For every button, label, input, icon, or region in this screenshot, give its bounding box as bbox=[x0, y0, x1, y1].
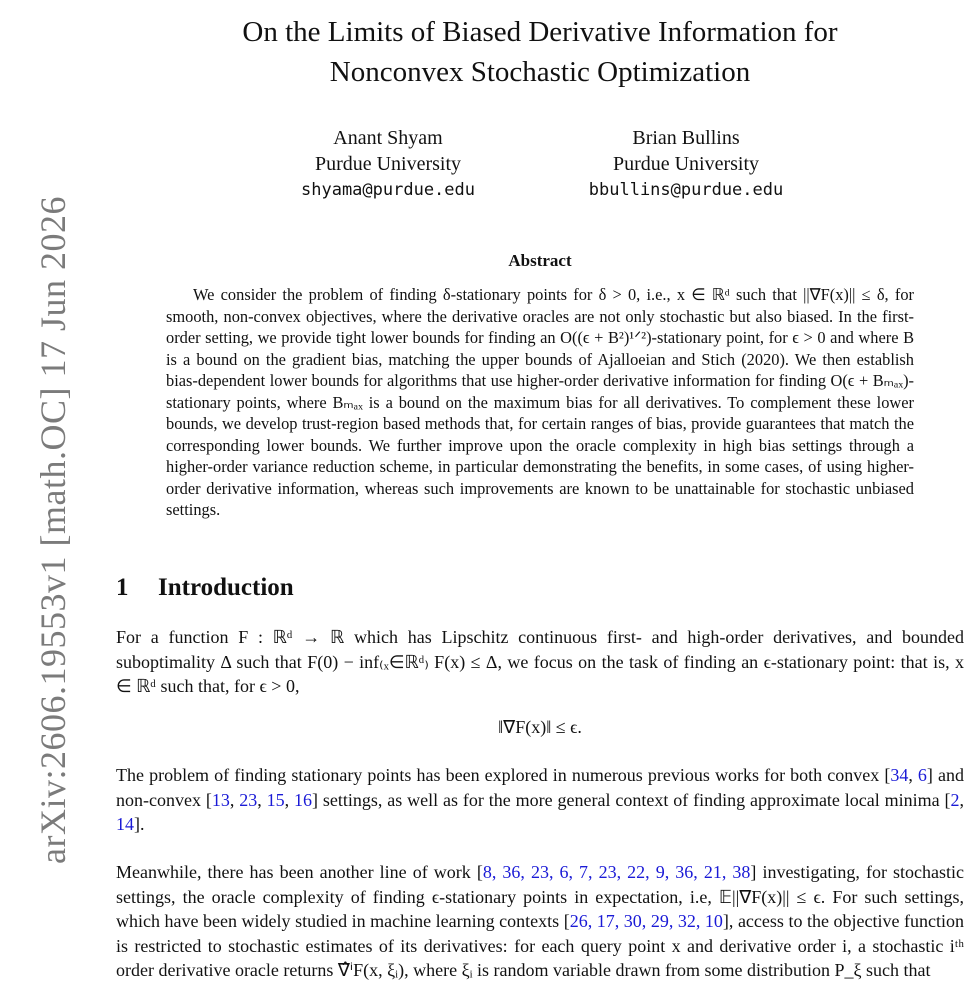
title-line-1: On the Limits of Biased Derivative Information for bbox=[242, 16, 838, 48]
abstract-text: We consider the problem of finding δ-stationary points for δ > 0, i.e., x ∈ ℝᵈ such that ||∇F(x)|| ≤ δ, for smooth, non-convex objectives, where the derivative oracles are not only stochastic but also biased. In the first-order setting, we provide tight lower bounds for finding an O((ϵ + B²)¹ᐟ²)-stationary point, for ϵ > 0 and where B is a bound on the gradient bias, matching the upper bounds of Ajalloeian and Stich (2020). We then establish bias-dependent lower bounds for algorithms that use higher-order derivative information for finding O(ϵ + Bₘₐₓ)-stationary points, where Bₘₐₓ is a bound on the maximum bias for all derivatives. To complement these lower bounds, we develop trust-region based methods that, for certain ranges of bias, provide guarantees that match the corresponding lower bounds. We further improve upon the oracle complexity in high bias settings through a higher-order variance reduction scheme, in particular demonstrating the benefits, in some cases, of using higher-order derivative information, whereas such improvements are known to be unattainable for stochastic unbiased settings. bbox=[166, 285, 914, 519]
title-line-2: Nonconvex Stochastic Optimization bbox=[329, 56, 751, 88]
citation-link[interactable]: 16 bbox=[294, 789, 313, 810]
author-email: bbullins@purdue.edu bbox=[588, 180, 784, 200]
paragraph-text: The problem of finding stationary points has been explored in numerous previous works for both convex [ bbox=[116, 765, 891, 785]
paragraph-text: , bbox=[908, 765, 918, 785]
paragraph-text: , bbox=[257, 789, 267, 810]
intro-paragraph-3 bbox=[116, 860, 964, 983]
section-heading bbox=[116, 574, 294, 602]
author-affiliation: Purdue University bbox=[314, 153, 462, 175]
citation-link[interactable]: 23 bbox=[239, 789, 258, 810]
author-name: Anant Shyam bbox=[333, 127, 443, 149]
author-block-2 bbox=[566, 125, 806, 203]
intro-paragraph-1: For a function F : ℝᵈ → ℝ which has Lipschitz continuous first- and high-order derivatives, and bounded suboptimality Δ such that F(0) − inf₍ₓ∈ℝᵈ₎ F(x) ≤ Δ, we focus on the task of finding an ϵ-stationary point: that is, x ∈ ℝᵈ such that, for ϵ > 0, bbox=[116, 627, 964, 696]
section-number: 1 bbox=[116, 574, 129, 601]
intro-paragraph-2 bbox=[116, 763, 964, 837]
paragraph-text: ]. bbox=[134, 814, 145, 834]
paragraph-text: ], access to the objective function is restricted to stochastic estimates of its derivatives: for each query point x and derivative order i, a stochastic iᵗʰ order derivative oracle returns ∇̂ⁱF(x, ξᵢ), where ξᵢ is random variable drawn from some distribution P_ξ such that bbox=[116, 911, 965, 980]
section-title: Introduction bbox=[158, 574, 294, 601]
paragraph-text: , bbox=[284, 789, 295, 810]
paragraph-text: ] investigating, for stochastic settings, the oracle complexity of finding ϵ-stationary points in expectation, i.e, 𝔼||∇F(x)|| ≤ ϵ. For such settings, which have been widely studied in machine learning contexts [ bbox=[116, 862, 965, 931]
paragraph-text: ] and non-convex [ bbox=[116, 765, 964, 810]
author-email: shyama@purdue.edu bbox=[301, 180, 475, 200]
citation-link[interactable]: 15 bbox=[266, 789, 285, 810]
author-affiliation: Purdue University bbox=[612, 153, 760, 175]
paragraph-text: , bbox=[959, 789, 965, 810]
paragraph-text: ] settings, as well as for the more general context of finding approximate local minima [ bbox=[312, 789, 951, 810]
paragraph-text: Meanwhile, there has been another line of work [ bbox=[116, 862, 483, 882]
citation-link[interactable]: 13 bbox=[211, 789, 230, 810]
citation-link[interactable]: 14 bbox=[116, 814, 134, 834]
citation-link-group[interactable]: 8, 36, 23, 6, 7, 23, 22, 9, 36, 21, 38 bbox=[482, 862, 751, 882]
author-block-1 bbox=[268, 125, 508, 203]
citation-link[interactable]: 6 bbox=[917, 765, 927, 785]
abstract-heading: Abstract bbox=[508, 251, 572, 270]
paragraph-text: , bbox=[229, 789, 240, 810]
display-equation: ‖∇F(x)‖ ≤ ϵ. bbox=[498, 717, 582, 737]
arxiv-side-identifier: arXiv:2606.19553v1 [math.OC] 17 Jun 2026 bbox=[33, 196, 73, 864]
citation-link[interactable]: 34 bbox=[890, 765, 909, 785]
author-name: Brian Bullins bbox=[632, 127, 740, 149]
citation-link[interactable]: 2 bbox=[950, 789, 960, 810]
citation-link-group[interactable]: 26, 17, 30, 29, 32, 10 bbox=[569, 911, 723, 931]
paper-title bbox=[140, 12, 940, 92]
